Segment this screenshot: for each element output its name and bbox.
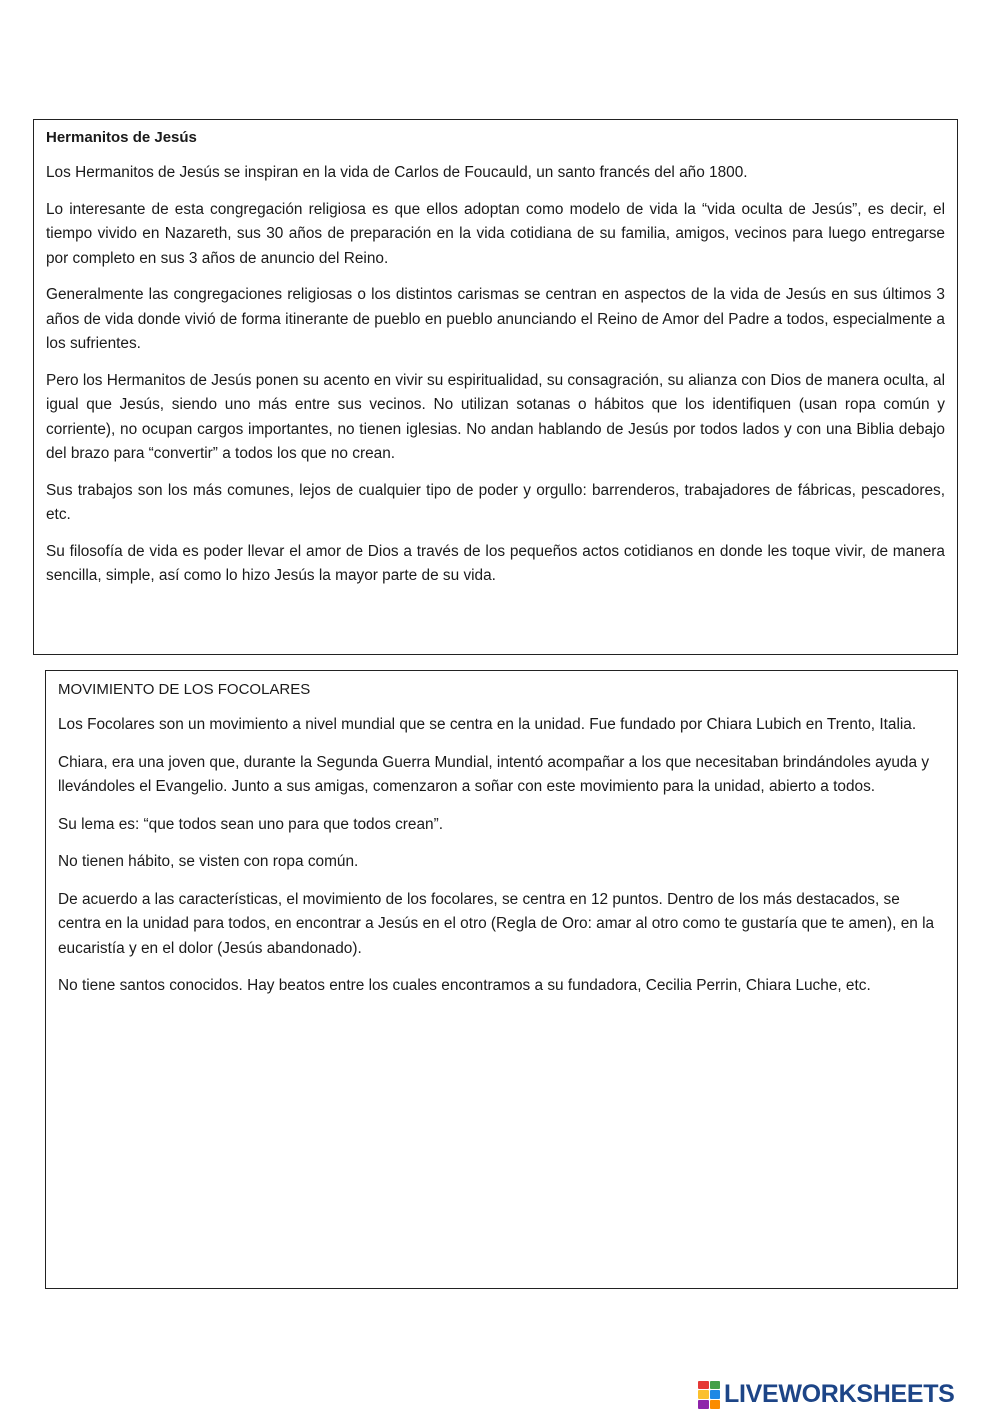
logo-block: [698, 1381, 709, 1390]
logo-block: [710, 1381, 721, 1390]
paragraph: Su lema es: “que todos sean uno para que todos crean”.: [58, 815, 444, 833]
logo-block: [698, 1400, 709, 1409]
logo-block: [698, 1390, 709, 1399]
logo-block: [710, 1400, 721, 1409]
paragraph: No tienen hábito, se visten con ropa común.: [58, 853, 359, 870]
section-title: MOVIMIENTO DE LOS FOCOLARES: [58, 681, 311, 698]
paragraph: Sus trabajos son los más comunes, lejos de cualquier tipo de poder y orgullo: barrenderos, trabajadores de fábricas, pescadores, etc.: [46, 481, 945, 523]
liveworksheets-watermark: [698, 1380, 955, 1409]
paragraph: De acuerdo a las características, el movimiento de los focolares, se centra en 12 puntos. Dentro de los más destacados, se centra en la unidad para todos, en encontrar a Jesús en el otro (Regla de Oro: amar al otro como te gustaría que te amen), en la eucaristía y en el dolor (Jesús abandonado).: [58, 890, 935, 957]
paragraph: Generalmente las congregaciones religiosas o los distintos carismas se centran en aspectos de la vida de Jesús en sus últimos 3 años de vida donde vivió de forma itinerante de pueblo en pueblo anunciando el Reino de Amor del Padre a todos, especialmente a los sufrientes.: [46, 286, 945, 352]
liveworksheets-logo-icon: [698, 1381, 720, 1409]
paragraph: Los Hermanitos de Jesús se inspiran en la vida de Carlos de Foucauld, un santo francés del año 1800.: [46, 164, 748, 181]
paragraph: Chiara, era una joven que, durante la Segunda Guerra Mundial, intentó acompañar a los que necesitaban brindándoles ayuda y llevándoles el Evangelio. Junto a sus amigas, comenzaron a soñar con este movimiento para la unidad, abierto a todos.: [58, 753, 930, 795]
watermark-text: LIVEWORKSHEETS: [724, 1380, 955, 1408]
paragraph: Pero los Hermanitos de Jesús ponen su acento en vivir su espiritualidad, su consagración, su alianza con Dios de manera oculta, al igual que Jesús, siendo uno más entre sus vecinos. No utilizan sotanas o hábitos que los identifiquen (usan ropa común y corriente), no ocupan cargos importantes, no tienen iglesias. No andan hablando de Jesús por todos lados y con una Biblia debajo del brazo para “convertir” a todos los que no crean.: [46, 371, 945, 462]
section-title: Hermanitos de Jesús: [46, 129, 197, 146]
paragraph: Los Focolares son un movimiento a nivel mundial que se centra en la unidad. Fue fundado por Chiara Lubich en Trento, Italia.: [58, 716, 917, 733]
focolares-section: [45, 670, 958, 1289]
hermanitos-section: [33, 119, 958, 655]
paragraph: Lo interesante de esta congregación religiosa es que ellos adoptan como modelo de vida la “vida oculta de Jesús”, es decir, el tiempo vivido en Nazareth, sus 30 años de preparación en la vida cotidiana de su familia, amigos, vecinos para luego entregarse por completo en sus 3 años de anuncio del Reino.: [46, 200, 945, 267]
paragraph: Su filosofía de vida es poder llevar el amor de Dios a través de los pequeños actos cotidianos en donde les toque vivir, de manera sencilla, simple, así como lo hizo Jesús la mayor parte de su vida.: [46, 542, 945, 584]
logo-block: [710, 1390, 721, 1399]
paragraph: No tiene santos conocidos. Hay beatos entre los cuales encontramos a su fundadora, Cecilia Perrin, Chiara Luche, etc.: [58, 977, 871, 994]
